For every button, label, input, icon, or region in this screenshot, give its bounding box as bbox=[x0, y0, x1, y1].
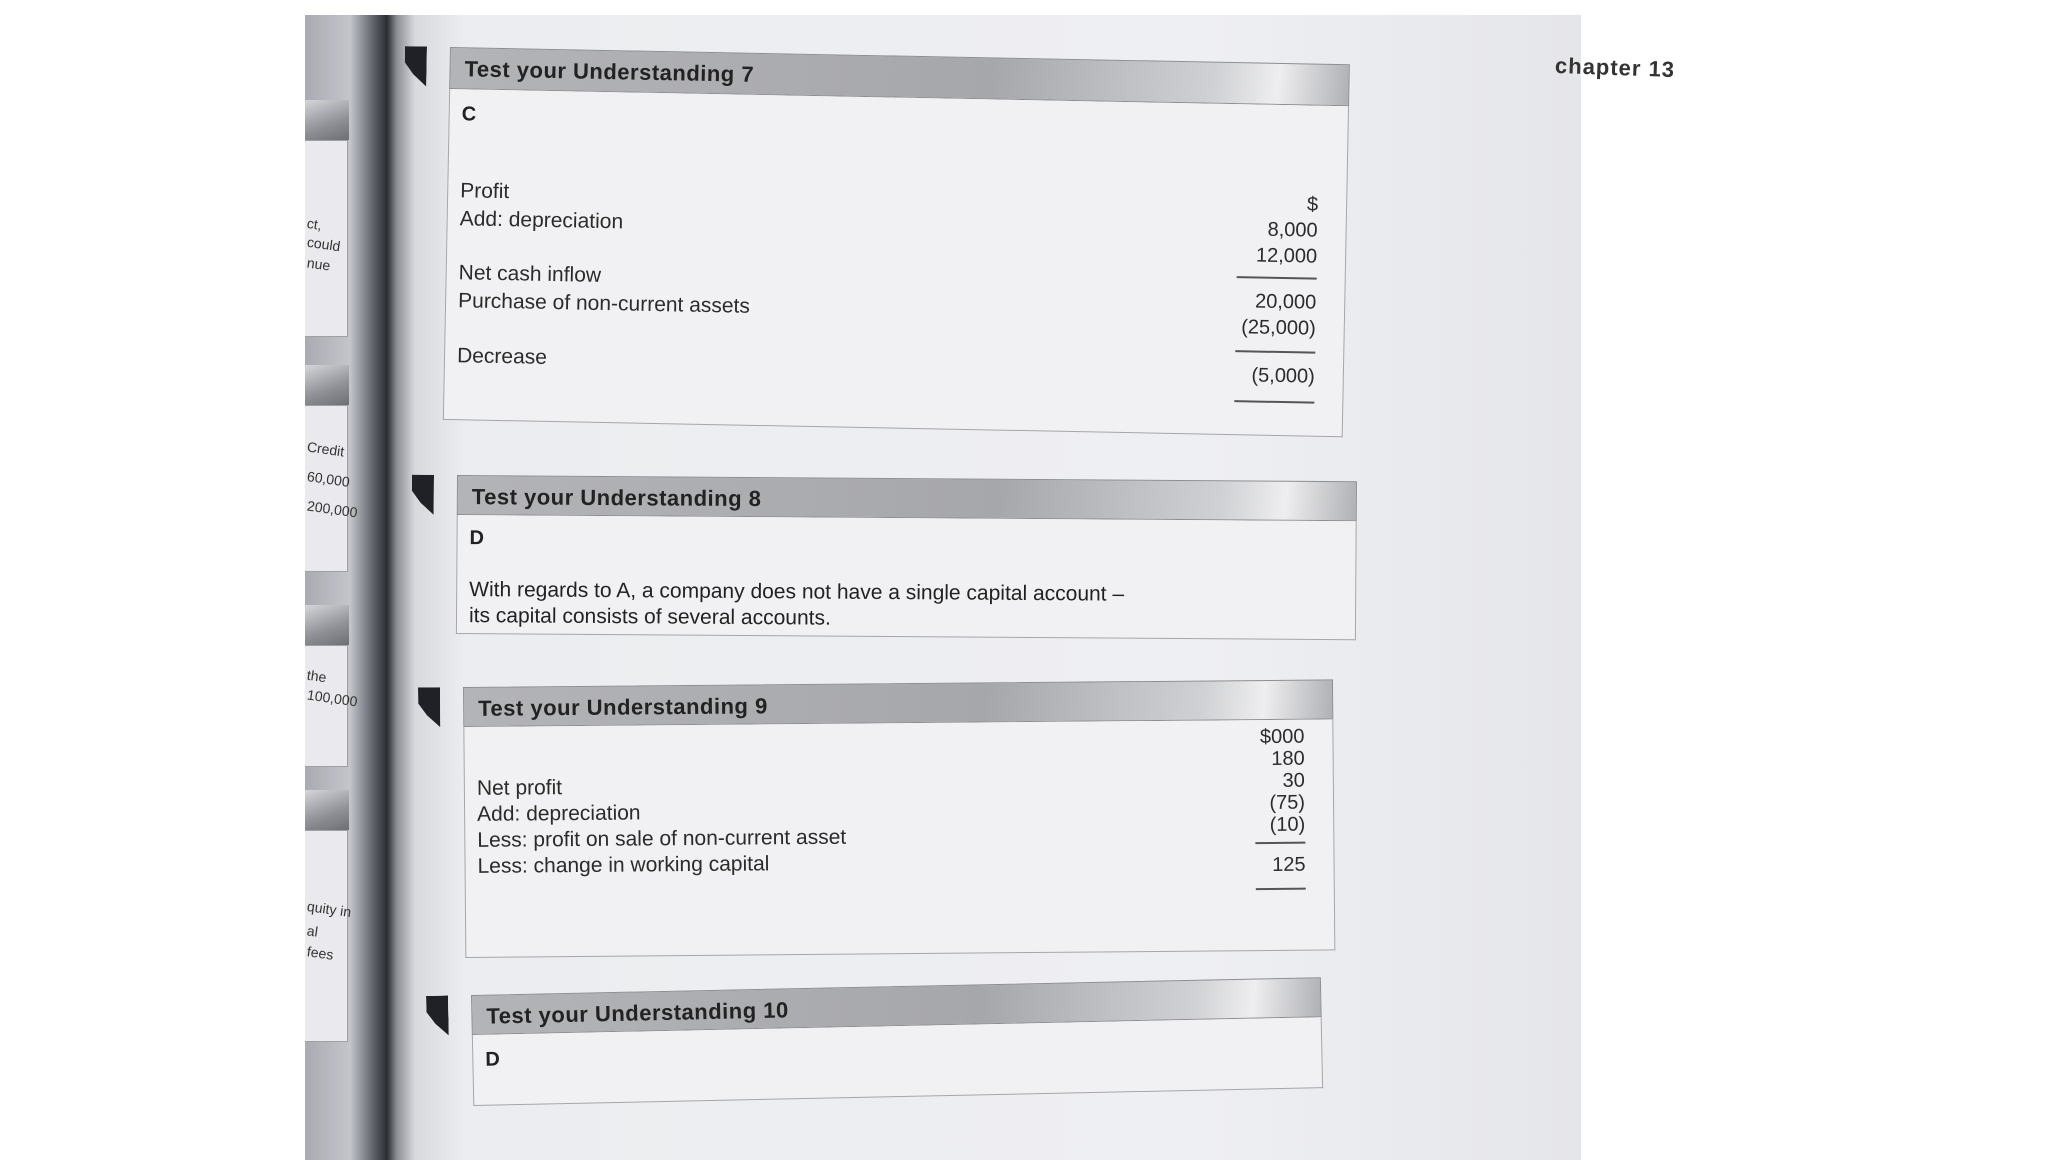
total-rule bbox=[1255, 842, 1305, 844]
left-page-text: 200,000 bbox=[306, 497, 359, 521]
answer-letter: D bbox=[469, 527, 485, 550]
left-page-box bbox=[305, 405, 359, 572]
row-label: Net profit bbox=[476, 776, 563, 800]
section-marker-icon bbox=[404, 46, 427, 86]
answer-letter: D bbox=[485, 1048, 501, 1071]
row-value: 20,000 bbox=[1254, 290, 1317, 314]
row-value: 8,000 bbox=[1267, 218, 1318, 242]
currency-header: $ bbox=[1306, 193, 1319, 216]
left-page-box bbox=[305, 645, 359, 767]
row-value: 125 bbox=[1272, 853, 1306, 876]
total-rule bbox=[1256, 888, 1306, 890]
row-label: Decrease bbox=[456, 344, 548, 369]
left-page-text: quity in bbox=[306, 897, 353, 921]
section-marker-icon bbox=[418, 687, 440, 727]
row-label: Less: profit on sale of non-current asset bbox=[477, 825, 847, 852]
tyu-body bbox=[463, 719, 1335, 958]
left-page-text: fees bbox=[306, 943, 335, 963]
tyu-title: Test your Understanding 10 bbox=[486, 997, 789, 1029]
row-value: 30 bbox=[1282, 769, 1305, 792]
explanation-line: its capital consists of several accounts. bbox=[468, 604, 831, 630]
tyu-title: Test your Understanding 9 bbox=[478, 693, 768, 721]
left-page-box bbox=[305, 830, 353, 1042]
left-page-text: the bbox=[305, 666, 328, 686]
tyu-title: Test your Understanding 8 bbox=[471, 484, 762, 512]
left-page-text: could bbox=[306, 233, 342, 255]
left-page-text: ct, bbox=[305, 215, 323, 233]
left-page-text: nue bbox=[306, 254, 332, 274]
left-page-box-header bbox=[305, 365, 349, 405]
left-page-box-header bbox=[305, 100, 349, 140]
answer-explanation bbox=[469, 577, 1349, 635]
tyu-section-9 bbox=[463, 679, 1335, 958]
row-value: 12,000 bbox=[1255, 244, 1318, 268]
unit-header: $000 bbox=[1259, 725, 1305, 749]
section-marker-icon bbox=[412, 475, 434, 515]
section-marker-icon bbox=[426, 995, 449, 1035]
tyu-section-8 bbox=[456, 475, 1357, 640]
row-label: Less: change in working capital bbox=[477, 852, 770, 878]
row-label: Profit bbox=[460, 179, 510, 204]
left-page-box bbox=[305, 140, 348, 337]
row-value: (10) bbox=[1269, 813, 1306, 836]
row-label: Add: depreciation bbox=[459, 207, 624, 234]
current-page bbox=[405, 15, 1676, 1160]
tyu-body bbox=[456, 515, 1357, 640]
left-page-text: 60,000 bbox=[306, 468, 351, 490]
left-page-text: al bbox=[305, 922, 319, 940]
left-page-box-header bbox=[305, 605, 349, 645]
book-photo bbox=[305, 15, 1676, 1160]
chapter-label: chapter 13 bbox=[1554, 52, 1676, 83]
tyu-title: Test your Understanding 7 bbox=[464, 56, 755, 87]
previous-page bbox=[305, 15, 385, 1160]
tyu-header bbox=[457, 475, 1357, 521]
answer-letter: C bbox=[461, 103, 477, 126]
total-rule bbox=[1235, 350, 1315, 354]
row-label: Add: depreciation bbox=[477, 801, 641, 826]
left-page-box-header bbox=[305, 790, 349, 830]
row-label: Net cash inflow bbox=[458, 261, 602, 287]
left-page-text: Credit bbox=[306, 438, 346, 460]
row-value: (25,000) bbox=[1241, 316, 1316, 340]
row-value: (75) bbox=[1269, 791, 1306, 814]
tyu-section-7 bbox=[443, 47, 1350, 437]
row-label: Purchase of non-current assets bbox=[457, 289, 751, 318]
row-value: 180 bbox=[1271, 747, 1305, 770]
left-page-text: 100,000 bbox=[306, 686, 359, 710]
explanation-line: With regards to A, a company does not have a single capital account – bbox=[469, 578, 1125, 606]
tyu-body bbox=[443, 89, 1349, 437]
total-rule bbox=[1234, 400, 1314, 404]
row-value: (5,000) bbox=[1251, 364, 1316, 388]
tyu-section-10 bbox=[471, 977, 1323, 1106]
total-rule bbox=[1237, 276, 1317, 280]
